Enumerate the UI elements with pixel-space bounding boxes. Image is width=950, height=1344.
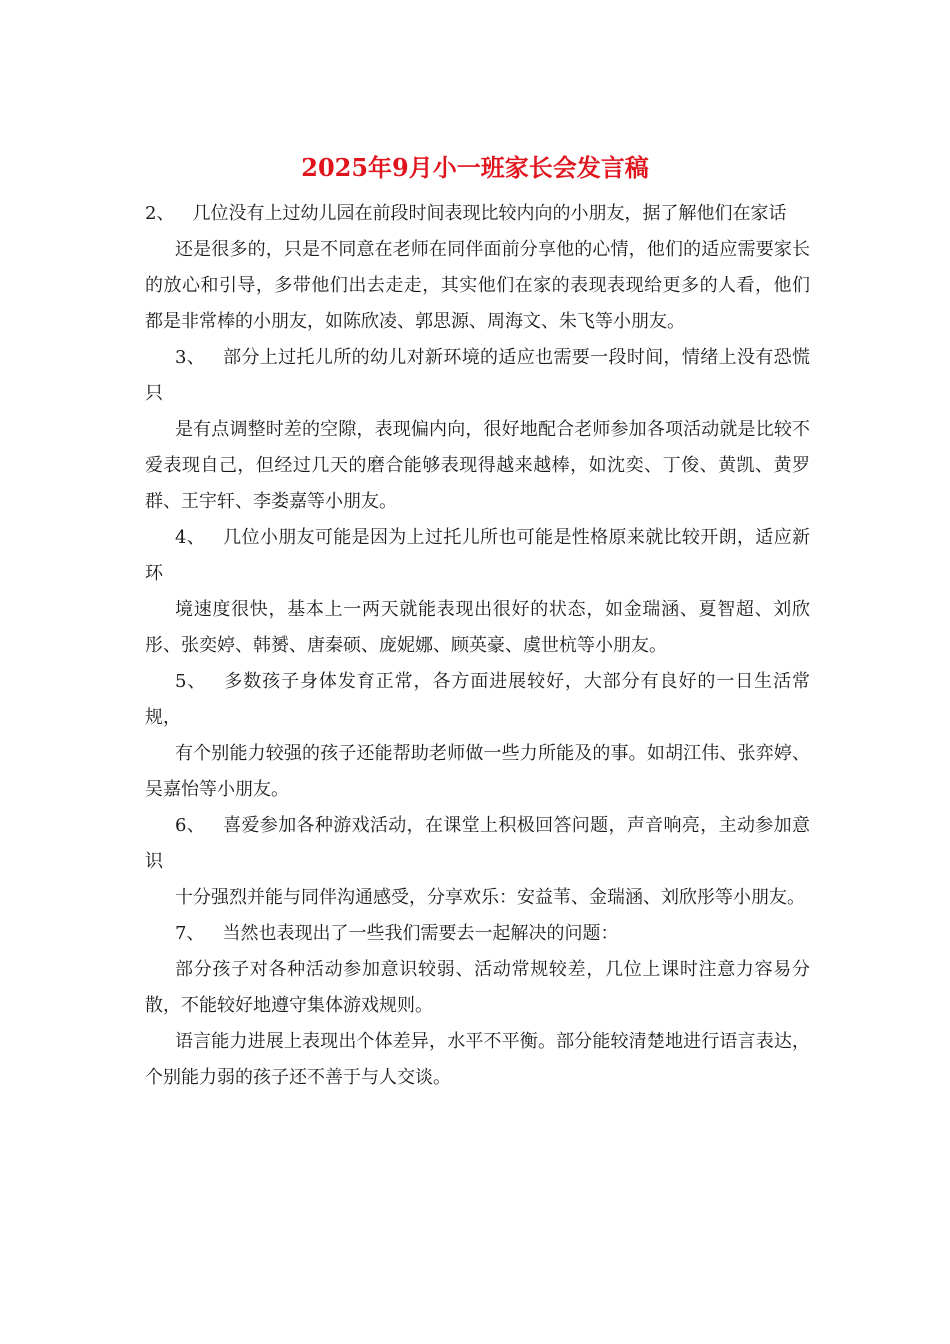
paragraph-continuation — [145, 412, 810, 520]
paragraph-text: 几位小朋友可能是因为上过托儿所也可能是性格原来就比较开朗，适应新环 — [145, 527, 810, 584]
paragraph-text: 几位没有上过幼儿园在前段时间表现比较内向的小朋友，据了解他们在家话 — [192, 203, 787, 224]
paragraph-text: 部分上过托儿所的幼儿对新环境的适应也需要一段时间，情绪上没有恐慌只 — [145, 347, 810, 404]
paragraph-text: 多数孩子身体发育正常，各方面进展较好，大部分有良好的一日生活常规， — [145, 671, 811, 728]
paragraph-number: 5、 — [175, 671, 207, 692]
paragraph-number: 2、 — [145, 203, 175, 224]
paragraph-item-6 — [145, 808, 810, 880]
paragraph-text: 十分强烈并能与同伴沟通感受，分享欢乐：安益苇、金瑞涵、刘欣彤等小朋友。 — [175, 887, 805, 908]
paragraph-item-4 — [145, 520, 810, 592]
paragraph-continuation — [145, 952, 810, 1024]
paragraph-item-5 — [145, 664, 810, 736]
document-title: 2025年9月小一班家长会发言稿 — [301, 153, 649, 182]
paragraph-text: 境速度很快，基本上一两天就能表现出很好的状态，如金瑞涵、夏智超、刘欣彤、张奕婷、韩赟、唐秦硕、庞妮娜、顾英豪、虞世杭等小朋友。 — [145, 599, 810, 656]
paragraph-continuation — [145, 592, 810, 664]
paragraph-continuation — [145, 880, 810, 916]
paragraph-continuation — [145, 736, 810, 808]
paragraph-number: 6、 — [175, 815, 206, 836]
paragraph-number: 3、 — [175, 347, 206, 368]
paragraph-text: 当然也表现出了一些我们需要去一起解决的问题： — [222, 923, 619, 944]
paragraph-item-7 — [145, 916, 810, 952]
document-body — [145, 196, 810, 1096]
paragraph-item-2 — [145, 196, 810, 232]
paragraph-number: 4、 — [175, 527, 206, 548]
paragraph-text: 还是很多的，只是不同意在老师在同伴面前分享他的心情，他们的适应需要家长的放心和引导，多带他们出去走走，其实他们在家的表现表现给更多的人看，他们都是非常棒的小朋友，如陈欣凌、郭思源、周海文、朱飞等小朋友。 — [145, 239, 810, 332]
paragraph-text: 是有点调整时差的空隙，表现偏内向，很好地配合老师参加各项活动就是比较不爱表现自己，但经过几天的磨合能够表现得越来越棒，如沈奕、丁俊、黄凯、黄罗群、王宇轩、李娄嘉等小朋友。 — [145, 419, 810, 512]
paragraph-text: 部分孩子对各种活动参加意识较弱、活动常规较差，几位上课时注意力容易分散，不能较好地遵守集体游戏规则。 — [145, 959, 810, 1016]
paragraph-item-3 — [145, 340, 810, 412]
paragraph-text: 有个别能力较强的孩子还能帮助老师做一些力所能及的事。如胡江伟、张弈婷、吴嘉怡等小朋友。 — [145, 743, 810, 800]
paragraph-text: 喜爱参加各种游戏活动，在课堂上积极回答问题，声音响亮，主动参加意识 — [145, 815, 810, 872]
paragraph-text: 语言能力进展上表现出个体差异，水平不平衡。部分能较清楚地进行语言表达，个别能力弱的孩子还不善于与人交谈。 — [145, 1031, 810, 1088]
paragraph-continuation — [145, 232, 810, 340]
paragraph-number: 7、 — [175, 923, 205, 944]
paragraph-continuation — [145, 1024, 810, 1096]
